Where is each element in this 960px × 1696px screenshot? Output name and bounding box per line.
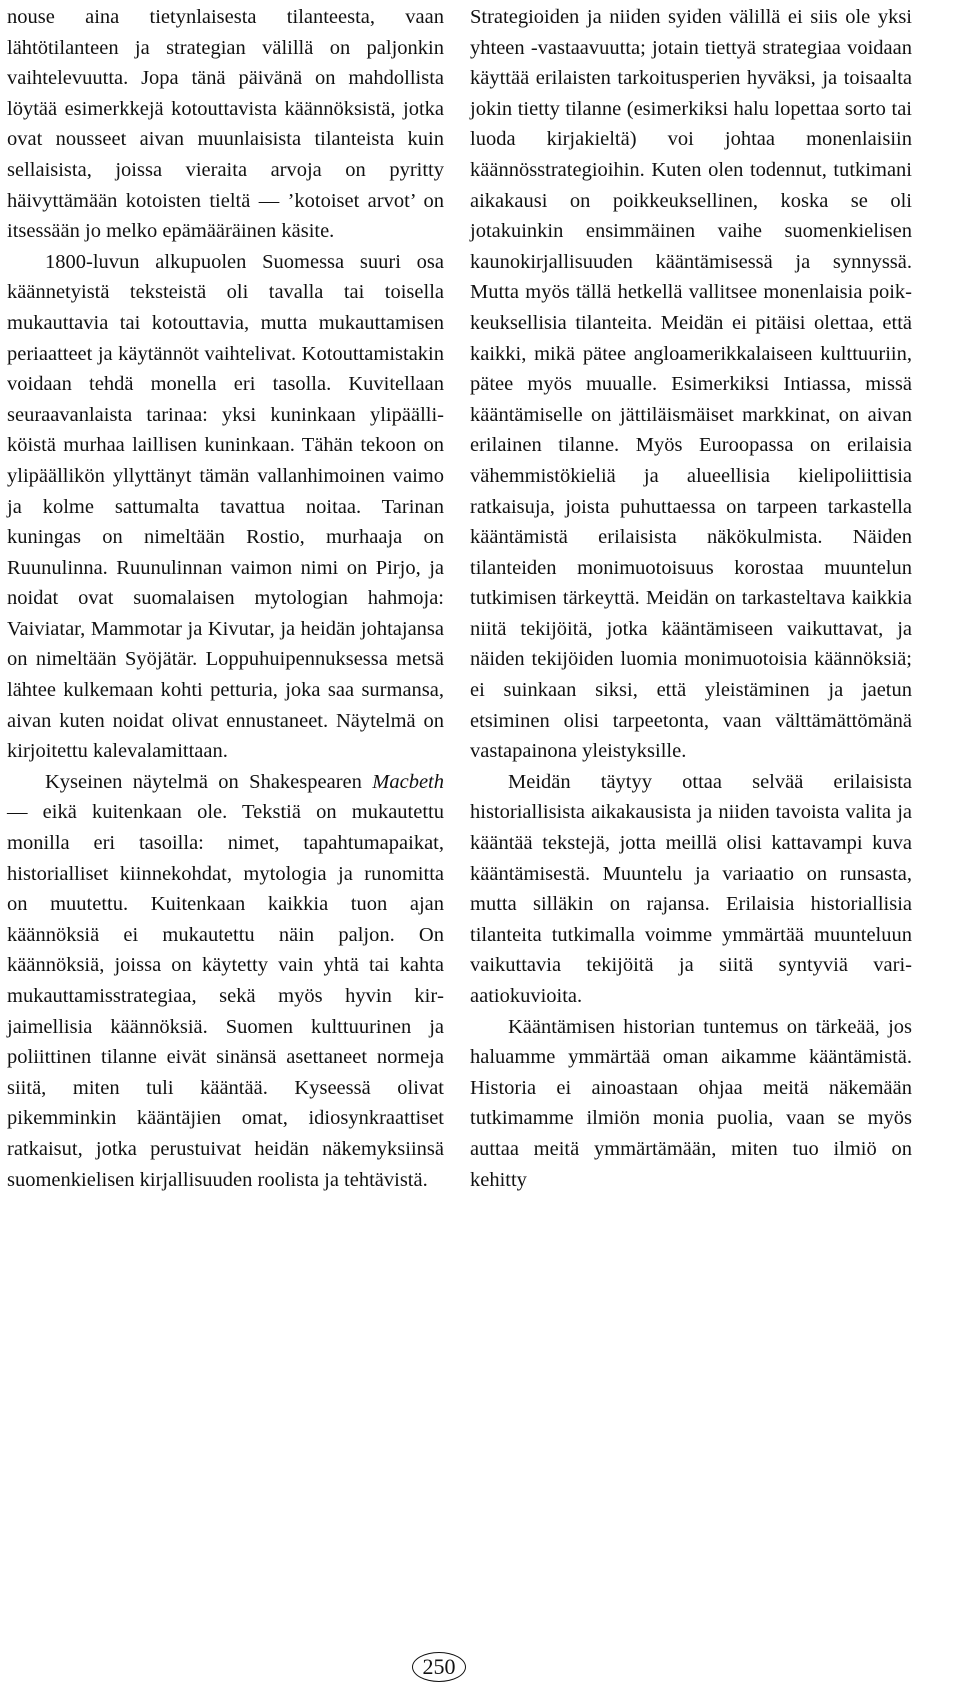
paragraph: Kääntämisen historian tuntemus on tärkeää, jos haluamme ymmärtää oman aikamme kääntämistä. Historia ei ainoastaan ohjaa meitä näkemään tutkimamme ilmiön monia puolia, vaan se myös auttaa meitä ymmärtämään, miten tuo ilmiö on kehitty [470,1015,912,1191]
work-title: Macbeth [372,770,444,793]
paragraph [7,767,444,1195]
paragraph-lead: Kyseinen näytelmä on Shakespearen [45,770,362,793]
paragraph: Strategioiden ja niiden syiden välillä ei siis ole yksi yhteen -vastaavuutta; jotain tiettyä strategiaa voidaan käyttää erilaisten tarkoitusperien hyväksi, ja toisaalta jokin tietty tilanne (esimerkiksi halu lopettaa sorto tai luoda kirjakieltä) voi johtaa monenlaisiin käännösstrategioihin. Kuten olen todennut, tutkimani aikakausi on poikkeuksellinen, koska se oli jotakuinkin ensimmäinen vaihe suomenkielisen kaunokirjallisuuden kääntämisessä ja synnyssä. Mutta myös tällä hetkellä vallitsee monenlaisia poikkeuksellisia tilanteita. Meidän ei pitäisi olettaa, että kaikki, mikä pätee angloamerikkalaiseen kulttuuriin, pätee myös muualle. Esimerkiksi Intiassa, missä kääntämiselle on jättiläismäiset markkinat, on aivan erilainen tilanne. Myös Euroopassa on erilaisia vähemmistökieliä ja alueellisia kielipoliittisia ratkaisuja, joista puhuttaessa on tarpeen tarkastella kääntämistä erilaisista näkökulmista. Näiden tilanteiden monimuotoisuus korostaa muuntelun tutkimisen tärkeyttä. Meidän on tarkasteltava kaikkia niitä tekijöitä, jotka kääntämiseen vaikuttavat, ja näiden tekijöiden luomia monimuotoisia käännöksiä; ei suinkaan siksi, että yleistäminen ja jaetun etsiminen olisi tarpeetonta, vaan välttämättömänä vastapainona yleistyksille. [470,6,912,763]
right-column [470,2,912,1195]
paragraph: Meidän täytyy ottaa selvää erilaisista historiallisista aikakausista ja niiden tavoista valita ja kääntää tekstejä, jotta meillä olisi kattavampi kuva kääntämisestä. Muuntelu ja variaatio on runsasta, mutta silläkin on rajansa. Erilaisia historiallisia tilanteita tutkimalla voimme ymmärtää muunteluun vaikuttavia tekijöitä ja siitä syntyviä variaatiokuvioita. [470,770,912,1007]
paragraph-rest: — eikä kuitenkaan ole. Tekstiä on mukautettu monilla eri tasoilla: nimet, tapahtumapaikat, historialliset kiinnekohdat, mytologia ja runomitta on muutettu. Kuitenkaan kaikkia tuon ajan käännöksiä ei mukautettu näin paljon. On käännöksiä, joissa on käytetty vain yhtä tai kahta mukauttamisstrategiaa, sekä myös hyvin kirjaimellisia käännöksiä. Suomen kulttuurinen ja poliittinen tilanne eivät sinänsä asettaneet normeja siitä, miten tuli kääntää. Kyseessä olivat pikemminkin kääntäjien omat, idiosynkraattiset ratkaisut, jotka perustuivat heidän näkemyksiinsä suomenkielisen kirjallisuuden roolista ja tehtävistä. [7,801,444,1191]
page-number: 250 [412,1652,466,1682]
paragraph: nouse aina tietynlaisesta tilanteesta, vaan lähtötilanteen ja strategian välillä on paljonkin vaihtelevuutta. Jopa tänä päivänä on mahdollista löytää esimerkkejä kotouttavista käännöksistä, jotka ovat nousseet aivan muunlaisista tilanteista kuin sellaisista, joissa vieraita arvoja on pyritty häivyttämään kotoisten tieltä — ’kotoiset arvot’ on itsessään jo melko epämääräinen käsite. [7,6,444,243]
left-column [7,2,444,1195]
paragraph: 1800-luvun alkupuolen Suomessa suuri osa käännetyistä teksteistä oli tavalla tai toisella mukauttavia tai kotouttavia, mutta mukauttamisen periaatteet ja käytännöt vaihtelivat. Kotouttamistakin voidaan tehdä monella eri tasolla. Kuvitellaan seuraavanlaista tarinaa: yksi kuninkaan ylipäälliköistä murhaa laillisen kuninkaan. Tähän tekoon on ylipäällikön yllyttänyt tämän vallanhimoinen vaimo ja kolme sattumalta tavattua noitaa. Tarinan kuningas on nimeltään Rostio, murhaaja on Ruunulinna. Ruunulinnan vaimon nimi on Pirjo, ja noidat ovat suomalaisen mytologian hahmoja: Vaiviatar, Mammotar ja Kivutar, ja heidän johtajansa on nimeltään Syöjätär. Loppuhuipennuksessa metsä lähtee kulkemaan kohti petturia, joka saa surmansa, aivan kuten noidat olivat ennustaneet. Näytelmä on kirjoitettu kalevalamittaan. [7,250,444,763]
